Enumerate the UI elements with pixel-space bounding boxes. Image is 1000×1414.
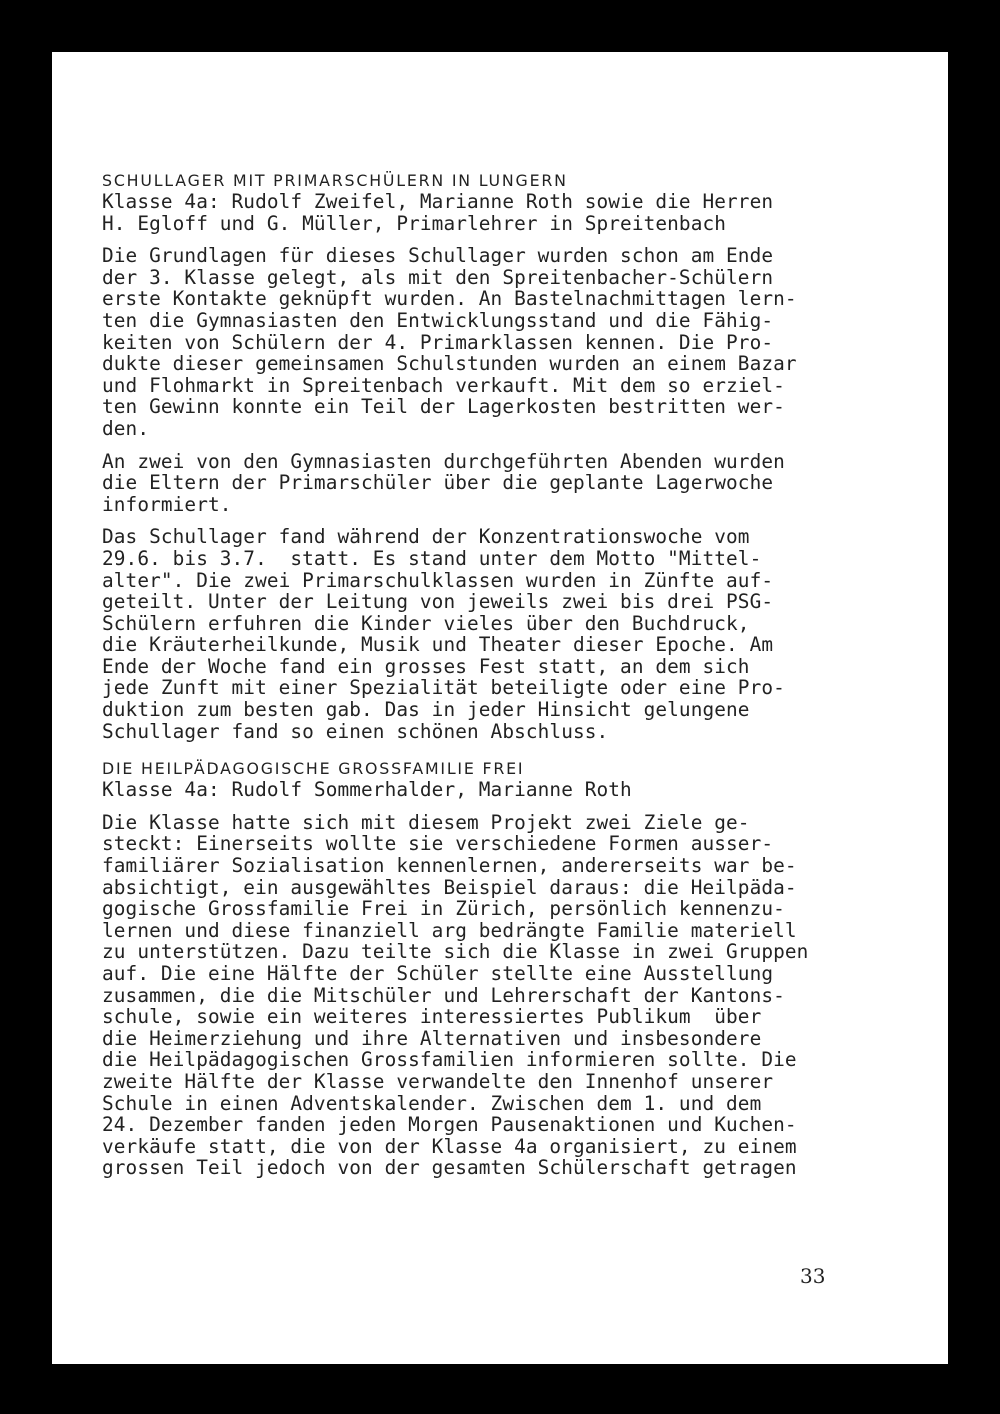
text-line: absichtigt, ein ausgewähltes Beispiel daraus: die Heilpäda- [102,875,797,899]
paragraph-abende [102,451,902,516]
text-line: grossen Teil jedoch von der gesamten Schülerschaft getragen [102,1156,797,1180]
paragraph-konzentrationswoche [102,526,902,742]
text-line: jede Zunft mit einer Spezialität beteiligte oder eine Pro- [102,676,785,700]
text-line: dukte dieser gemeinsamen Schulstunden wurden an einem Bazar [102,352,797,376]
text-line: duktion zum besten gab. Das in jeder Hinsicht gelungene [102,698,750,722]
text-line: Das Schullager fand während der Konzentrationswoche vom [102,525,750,549]
text-line: die Heimerziehung und ihre Alternativen und insbesondere [102,1026,762,1050]
text-line: schule, sowie ein weiteres interessiertes Publikum über [102,1005,762,1029]
page-content [102,170,902,1179]
text-line: Die Klasse hatte sich mit diesem Projekt zwei Ziele ge- [102,810,750,834]
text-line: gogische Grossfamilie Frei in Zürich, persönlich kennenzu- [102,897,785,921]
text-line: familiärer Sozialisation kennenlernen, andererseits war be- [102,854,797,878]
section-title-grossfamilie: DIE HEILPÄDAGOGISCHE GROSSFAMILIE FREI [102,759,525,779]
text-line: informiert. [102,492,232,516]
text-line: verkäufe statt, die von der Klasse 4a organisiert, zu einem [102,1134,797,1158]
text-line: Ende der Woche fand ein grosses Fest statt, an dem sich [102,654,750,678]
text-line: steckt: Einerseits wollte sie verschiedene Formen ausser- [102,832,774,856]
text-line: die Kräuterheilkunde, Musik und Theater dieser Epoche. Am [102,633,774,657]
text-line: geteilt. Unter der Leitung von jeweils zwei bis drei PSG- [102,590,774,614]
author-line: H. Egloff und G. Müller, Primarlehrer in Spreitenbach [102,211,727,235]
text-line: die Eltern der Primarschüler über die geplante Lagerwoche [102,471,774,495]
text-line: zu unterstützen. Dazu teilte sich die Klasse in zwei Gruppen [102,940,809,964]
text-line: 24. Dezember fanden jeden Morgen Pausenaktionen und Kuchen- [102,1113,797,1137]
text-line: zweite Hälfte der Klasse verwandelte den Innenhof unserer [102,1069,774,1093]
text-line: ten die Gymnasiasten den Entwicklungsstand und die Fähig- [102,308,774,332]
section-title-schullager: SCHULLAGER MIT PRIMARSCHÜLERN IN LUNGERN [102,171,568,190]
author-line: Klasse 4a: Rudolf Sommerhalder, Marianne Roth [102,778,632,802]
section-authors-schullager [102,191,902,234]
text-line: der 3. Klasse gelegt, als mit den Spreitenbacher-Schülern [102,265,774,289]
text-line: ten Gewinn konnte ein Teil der Lagerkosten bestritten wer- [102,395,785,419]
text-line: die Heilpädagogischen Grossfamilien informieren sollte. Die [102,1048,797,1072]
author-line: Klasse 4a: Rudolf Zweifel, Marianne Roth sowie die Herren [102,190,774,213]
text-line: An zwei von den Gymnasiasten durchgeführten Abenden wurden [102,449,785,473]
text-line: alter". Die zwei Primarschulklassen wurden in Zünfte auf- [102,568,774,592]
text-line: Die Grundlagen für dieses Schullager wurden schon am Ende [102,244,774,268]
section-authors-grossfamilie [102,779,902,801]
paragraph-projekt [102,812,902,1179]
paragraph-grundlagen [102,245,902,439]
text-line: keiten von Schülern der 4. Primarklassen kennen. Die Pro- [102,330,774,354]
text-line: zusammen, die die Mitschüler und Lehrerschaft der Kantons- [102,983,785,1007]
text-line: und Flohmarkt in Spreitenbach verkauft. Mit dem so erziel- [102,373,785,397]
text-line: lernen und diese finanziell arg bedrängte Familie materiell [102,918,797,942]
document-page [52,52,948,1364]
text-line: Schule in einen Adventskalender. Zwischen dem 1. und dem [102,1091,762,1115]
text-line: Schülern erfuhren die Kinder vieles über den Buchdruck, [102,611,750,635]
text-line: den. [102,416,150,440]
text-line: Schullager fand so einen schönen Abschluss. [102,719,609,743]
page-number: 33 [800,1264,826,1288]
text-line: erste Kontakte geknüpft wurden. An Bastelnachmittagen lern- [102,287,797,311]
text-line: auf. Die eine Hälfte der Schüler stellte eine Ausstellung [102,962,774,985]
text-line: 29.6. bis 3.7. statt. Es stand unter dem Motto "Mittel- [102,546,762,570]
